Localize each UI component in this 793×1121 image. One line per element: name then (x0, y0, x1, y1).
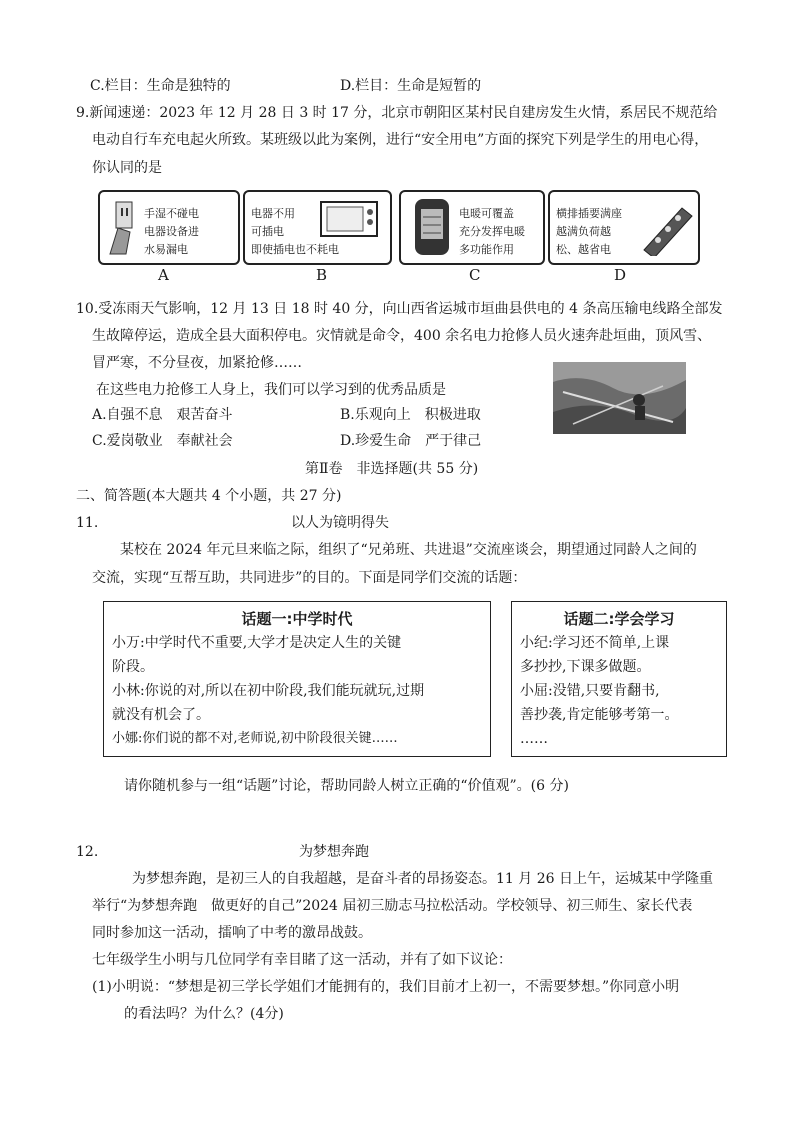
heater-icon (411, 197, 453, 257)
q12-title: 为梦想奔跑 (299, 844, 369, 860)
q9-picture-b-line2: 可插电 (251, 225, 284, 238)
topic2-box (511, 601, 727, 757)
q11-paragraph-line1: 某校在 2024 年元旦来临之际，组织了“兄弟班、共进退”交流座谈会，期望通过同龄人之间的 (120, 542, 697, 558)
snow-repair-photo (553, 362, 686, 434)
q9-stem-line3: 你认同的是 (92, 160, 162, 176)
topic1-line: 就没有机会了。 (112, 707, 210, 723)
topic1-line: 小娜:你们说的都不对,老师说,初中阶段很关键…… (112, 731, 398, 746)
section-heading: 二、简答题(本大题共 4 个小题，共 27 分) (76, 488, 342, 504)
q11-title: 以人为镜明得失 (291, 515, 389, 531)
q12-number: 12. (76, 844, 99, 860)
q10-option-a: A.自强不息 艰苦奋斗 (92, 407, 233, 423)
q12-paragraph-line1: 为梦想奔跑，是初三人的自我超越，是奋斗者的昂扬姿态。11 月 26 日上午，运城某中学隆重 (132, 871, 713, 887)
q9-picture-b (243, 190, 392, 265)
part2-title: 第Ⅱ卷 非选择题(共 55 分) (305, 461, 479, 477)
q9-picture-c-line1: 电暖可覆盖 (459, 207, 514, 220)
q8-option-c: C.栏目：生命是独特的 (90, 78, 231, 94)
q11-paragraph-line2: 交流，实现“互帮互助，共同进步”的目的。下面是同学们交流的话题： (92, 570, 527, 586)
q9-picture-c-line3: 多功能作用 (459, 243, 514, 256)
tv-icon (319, 200, 381, 240)
q12-paragraph-line3: 同时参加这一活动，擂响了中考的激昂战鼓。 (92, 925, 372, 941)
q9-stem-line2: 电动自行车充电起火所致。某班级以此为案例，进行“安全用电”方面的探究下列是学生的用电心得， (92, 132, 709, 148)
topic1-box (103, 601, 491, 757)
q9-picture-a-line2: 电器设备进 (144, 225, 199, 238)
q11-ask: 请你随机参与一组“话题”讨论，帮助同龄人树立正确的“价值观”。(6 分) (124, 778, 569, 794)
q10-option-b: B.乐观向上 积极进取 (340, 407, 481, 423)
topic2-line: 多抄抄,下课多做题。 (520, 659, 651, 675)
q12-paragraph-line4: 七年级学生小明与几位同学有幸目睹了这一活动，并有了如下议论： (92, 952, 512, 968)
q10-stem-line4: 在这些电力抢修工人身上，我们可以学习到的优秀品质是 (96, 382, 446, 398)
topic2-title: 话题二:学会学习 (563, 610, 675, 628)
q9-picture-a (98, 190, 240, 265)
q12-paragraph-line2: 举行“为梦想奔跑 做更好的自己”2024 届初三励志马拉松活动。学校领导、初三师生、家长代表 (92, 898, 693, 914)
q9-picture-a-line1: 手湿不碰电 (144, 207, 199, 220)
topic2-line: 善抄袭,肯定能够考第一。 (520, 707, 679, 723)
q9-stem-line1: 9.新闻速递：2023 年 12 月 28 日 3 时 17 分，北京市朝阳区某村民自建房发生火情，系居民不规范给 (76, 105, 718, 121)
topic1-title: 话题一:中学时代 (241, 610, 353, 628)
q8-option-d: D.栏目：生命是短暂的 (340, 78, 482, 94)
q9-picture-d-line2: 越满负荷越 (556, 225, 611, 238)
topic2-line: 小纪:学习还不简单,上课 (520, 635, 670, 651)
q9-picture-d-letter: D (614, 266, 627, 284)
topic2-line: 小屈:没错,只要肯翻书, (520, 683, 660, 699)
q9-picture-a-letter: A (158, 266, 169, 284)
q9-picture-b-line3: 即使插电也不耗电 (251, 243, 339, 256)
q9-picture-a-line3: 水易漏电 (144, 243, 188, 256)
q9-picture-b-letter: B (316, 266, 328, 284)
q11-number: 11. (76, 515, 99, 531)
q9-picture-c-line2: 充分发挥电暖 (459, 225, 525, 238)
q9-picture-d (548, 190, 700, 265)
q10-option-d: D.珍爱生命 严于律己 (340, 433, 482, 449)
q10-option-c: C.爱岗敬业 奉献社会 (92, 433, 233, 449)
hand-plug-icon (106, 198, 142, 256)
q9-picture-d-line3: 松、越省电 (556, 243, 611, 256)
power-strip-icon (638, 198, 694, 256)
q9-picture-c-letter: C (469, 266, 481, 284)
q10-stem-line1: 10.受冻雨天气影响，12 月 13 日 18 时 40 分，向山西省运城市垣曲县供电的 4 条高压输电线路全部发 (76, 301, 723, 317)
topic1-line: 小万:中学时代不重要,大学才是决定人生的关键 (112, 635, 402, 651)
q12-sub1-line1: (1)小明说：“梦想是初三学长学姐们才能拥有的，我们目前才上初一，不需要梦想。”你同意小明 (92, 979, 680, 995)
q9-picture-d-line1: 横排插要满座 (556, 207, 622, 220)
q10-stem-line3: 冒严寒，不分昼夜，加紧抢修…… (92, 355, 302, 371)
q10-stem-line2: 生故障停运，造成全县大面积停电。灾情就是命令，400 余名电力抢修人员火速奔赴垣曲，顶风雪、 (92, 328, 712, 344)
q9-picture-c (399, 190, 545, 265)
q12-sub1-line2: 的看法吗？为什么？(4分) (124, 1006, 284, 1022)
topic2-line: …… (520, 731, 548, 747)
topic1-line: 阶段。 (112, 659, 154, 675)
topic1-line: 小林:你说的对,所以在初中阶段,我们能玩就玩,过期 (112, 683, 425, 699)
q9-picture-b-line1: 电器不用 (251, 207, 295, 220)
